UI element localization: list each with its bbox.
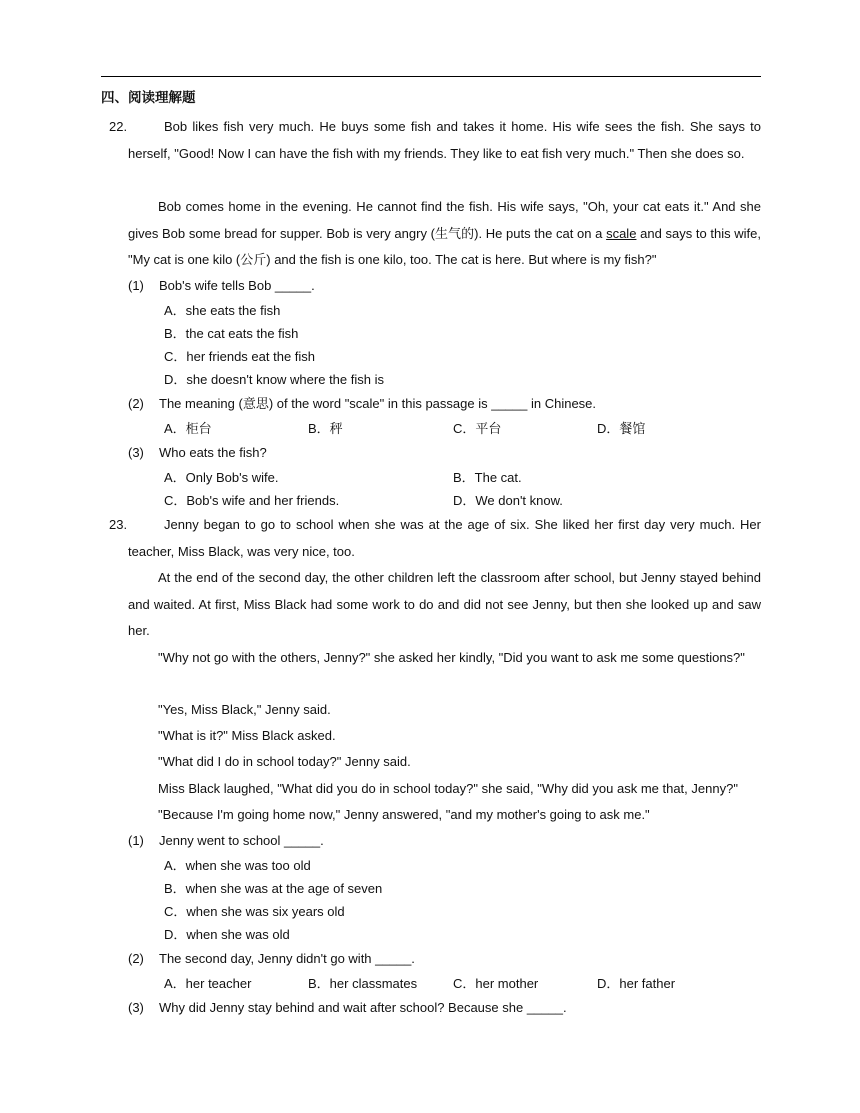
sub-question-2 [128, 947, 761, 971]
option-a[interactable]: A．Only Bob's wife. [164, 470, 279, 485]
passage-paragraph-1 [128, 114, 761, 167]
paragraph-text-end: and says to this wife, "My cat is one kilo (公斤) and the fish is one kilo, too. The cat is here. But where is my fish?" [128, 225, 761, 267]
option-a[interactable]: A．she eats the fish [164, 303, 281, 318]
option-a[interactable]: A．her teacher [164, 976, 252, 991]
passage-paragraph-1: Jenny began to go to school when she was at the age of six. She liked her first day very much. Her teacher, Miss Black, was very nice, too. [128, 517, 761, 559]
option-b[interactable]: B．the cat eats the fish [164, 326, 299, 341]
option-d[interactable]: D．she doesn't know where the fish is [164, 372, 384, 387]
option-c[interactable]: C．平台 [453, 421, 502, 436]
sub-question-text: Jenny went to school _____. [159, 833, 324, 848]
sub-question-1 [128, 274, 761, 298]
passage-paragraph-8: "Because I'm going home now," Jenny answered, "and my mother's going to ask me." [158, 807, 650, 822]
option-d[interactable]: D．when she was old [164, 927, 290, 942]
option-c[interactable]: C．when she was six years old [164, 904, 345, 919]
paragraph-text: Bob likes fish very much. He buys some fish and takes it home. His wife sees the fish. She says to herself, "Good! Now I can have the fish with my friends. They like to eat fish very much." Then she does so. [128, 119, 761, 161]
sub-question-text: Who eats the fish? [159, 445, 267, 460]
option-b[interactable]: B．The cat. [453, 470, 522, 485]
underlined-word: scale [606, 225, 637, 241]
sub-question-text: The second day, Jenny didn't go with _____. [159, 951, 415, 966]
passage-paragraph-6: "What did I do in school today?" Jenny said. [158, 754, 411, 769]
option-c[interactable]: C．her friends eat the fish [164, 349, 316, 364]
sub-question-number: (1) [128, 833, 144, 848]
paragraph-text-start: Bob comes home in the evening. He cannot find the fish. His wife says, "Oh, your cat eats it." And she gives Bob some bread for supper. Bob is very angry (生气的). He puts the cat on a [128, 199, 761, 241]
section-title: 四、阅读理解题 [101, 90, 196, 105]
option-d[interactable]: D．her father [597, 976, 676, 991]
sub-question-number: (3) [128, 445, 144, 460]
passage-paragraph-2 [128, 194, 761, 274]
option-a[interactable]: A．when she was too old [164, 858, 311, 873]
question-number: 22. [109, 119, 128, 134]
passage-paragraph-4: "Yes, Miss Black," Jenny said. [158, 702, 331, 717]
option-b[interactable]: B．her classmates [308, 976, 418, 991]
header-rule [101, 76, 761, 77]
option-d[interactable]: D．餐馆 [597, 421, 646, 436]
sub-question-2 [128, 392, 761, 416]
sub-question-number: (3) [128, 1000, 144, 1015]
sub-question-number: (2) [128, 396, 144, 411]
sub-question-number: (1) [128, 278, 144, 293]
passage-paragraph-7: Miss Black laughed, "What did you do in school today?" she said, "Why did you ask me that, Jenny?" [158, 781, 738, 796]
sub-question-text: Bob's wife tells Bob _____. [159, 278, 315, 293]
sub-question-text: The meaning (意思) of the word "scale" in this passage is _____ in Chinese. [159, 396, 597, 411]
option-a[interactable]: A．柜台 [164, 421, 212, 436]
passage-paragraph-5: "What is it?" Miss Black asked. [158, 728, 336, 743]
option-b[interactable]: B．秤 [308, 421, 343, 436]
passage-paragraph-2: At the end of the second day, the other children left the classroom after school, but Jenny stayed behind and waited. At first, Miss Black had some work to do and did not see Jenny, but then she looked up and saw her. [128, 570, 761, 638]
option-c[interactable]: C．Bob's wife and her friends. [164, 493, 340, 508]
sub-question-3 [128, 996, 761, 1020]
sub-question-number: (2) [128, 951, 144, 966]
sub-question-text: Why did Jenny stay behind and wait after school? Because she _____. [159, 1000, 567, 1015]
question-number: 23. [109, 517, 128, 532]
passage-paragraph-3: "Why not go with the others, Jenny?" she asked her kindly, "Did you want to ask me some questions?" [158, 650, 745, 665]
option-d[interactable]: D．We don't know. [453, 493, 563, 508]
sub-question-1 [128, 829, 761, 853]
option-b[interactable]: B．when she was at the age of seven [164, 881, 383, 896]
sub-question-3 [128, 441, 761, 465]
option-c[interactable]: C．her mother [453, 976, 539, 991]
